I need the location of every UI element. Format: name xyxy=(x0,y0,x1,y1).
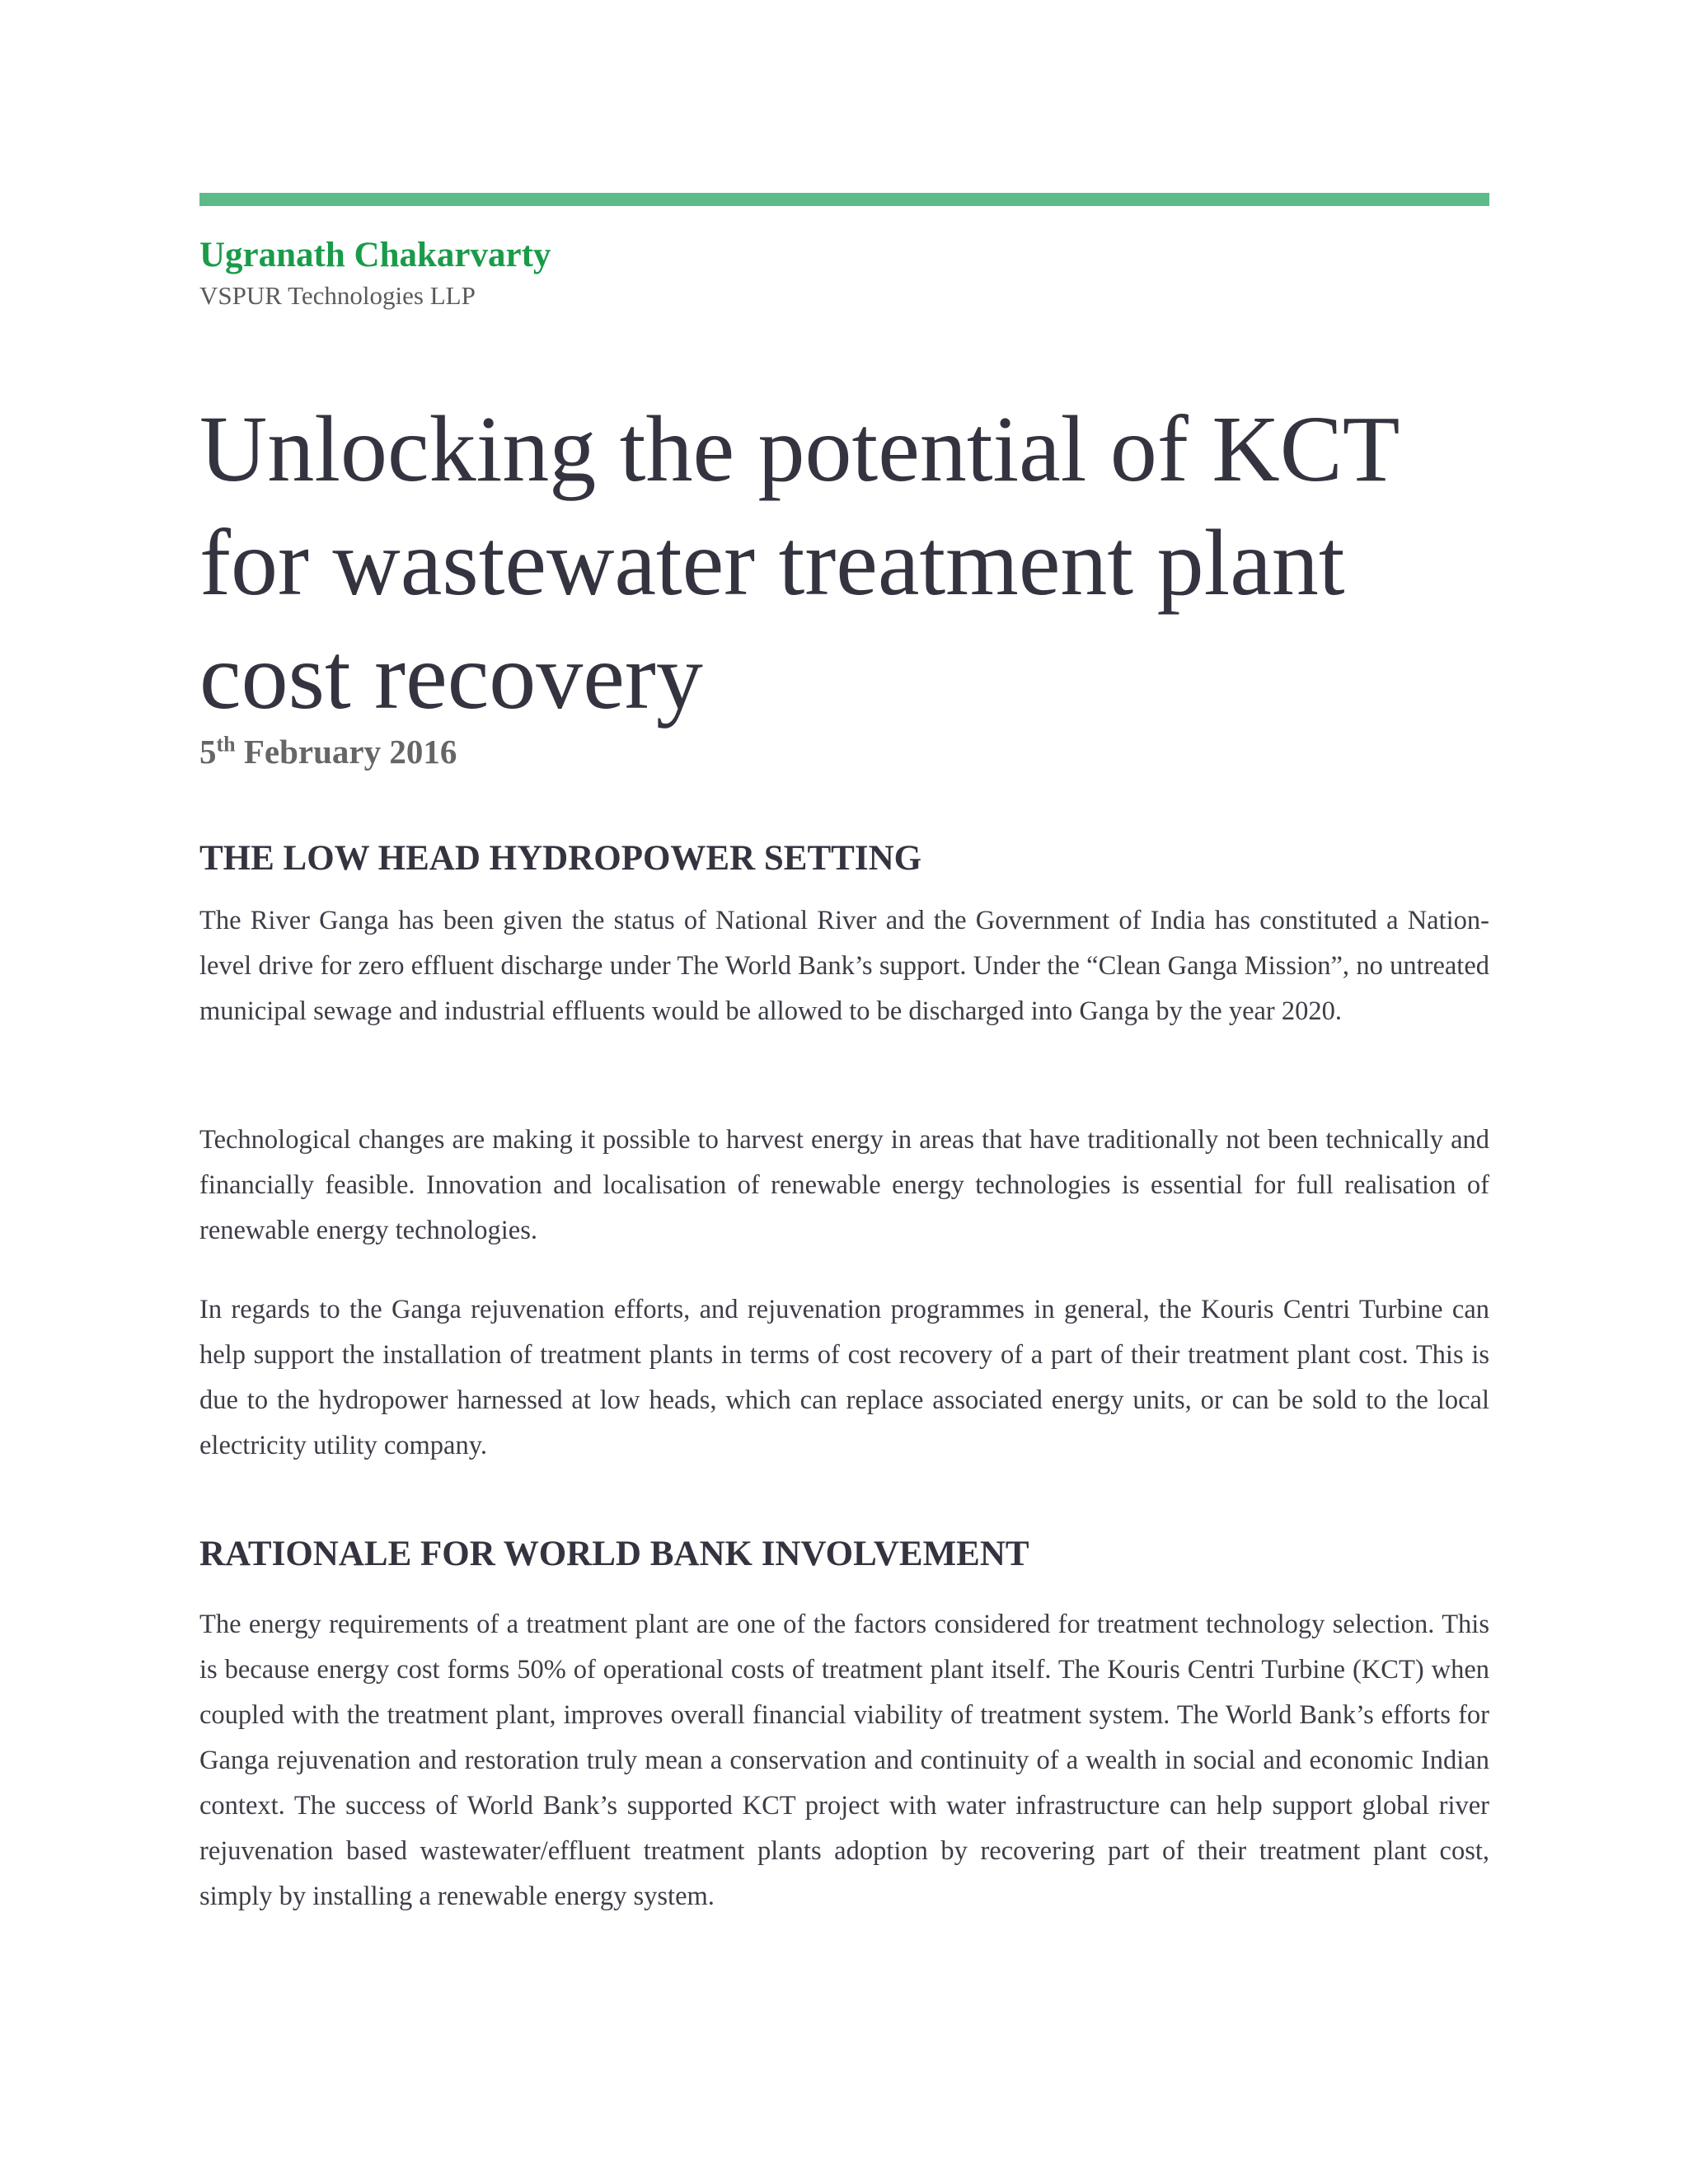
company-name: VSPUR Technologies LLP xyxy=(199,281,476,310)
section-heading-world-bank: RATIONALE FOR WORLD BANK INVOLVEMENT xyxy=(199,1535,1029,1573)
document-title: Unlocking the potential of KCT for wastewater treatment plant cost recovery xyxy=(199,396,1399,729)
header-rule xyxy=(199,193,1489,206)
date-month-year: February 2016 xyxy=(235,733,457,771)
paragraph: Technological changes are making it possible to harvest energy in areas that have traditionally not been technically and financially feasible. Innovation and localisation of renewable energy technologies is essential for full realisation of renewable energy technologies. xyxy=(199,1125,1489,1245)
date-suffix: th xyxy=(216,732,236,757)
date-day: 5 xyxy=(199,733,217,771)
paragraph: In regards to the Ganga rejuvenation efforts, and rejuvenation programmes in general, the Kouris Centri Turbine can help support the installation of treatment plants in terms of cost recovery of a part of their treatment plant cost. This is due to the hydropower harnessed at low heads, which can replace associated energy units, or can be sold to the local electricity utility company. xyxy=(199,1295,1489,1460)
author-name: Ugranath Chakarvarty xyxy=(199,236,551,274)
paragraph: The River Ganga has been given the status of National River and the Government of India has constituted a Nation-level drive for zero effluent discharge under The World Bank’s support. Under the “Clean Ganga Mission”, no untreated municipal sewage and industrial effluents would be allowed to be discharged into Ganga by the year 2020. xyxy=(199,906,1489,1026)
paragraph: The energy requirements of a treatment plant are one of the factors considered for treatment technology selection. This is because energy cost forms 50% of operational costs of treatment plant itself. The Kouris Centri Turbine (KCT) when coupled with the treatment plant, improves overall financial viability of treatment system. The World Bank’s efforts for Ganga rejuvenation and restoration truly mean a conservation and continuity of a wealth in social and economic Indian context. The success of World Bank’s supported KCT project with water infrastructure can help support global river rejuvenation based wastewater/effluent treatment plants adoption by recovering part of their treatment plant cost, simply by installing a renewable energy system. xyxy=(199,1610,1489,1911)
document-date xyxy=(199,732,457,772)
section-heading-low-head: THE LOW HEAD HYDROPOWER SETTING xyxy=(199,839,922,878)
